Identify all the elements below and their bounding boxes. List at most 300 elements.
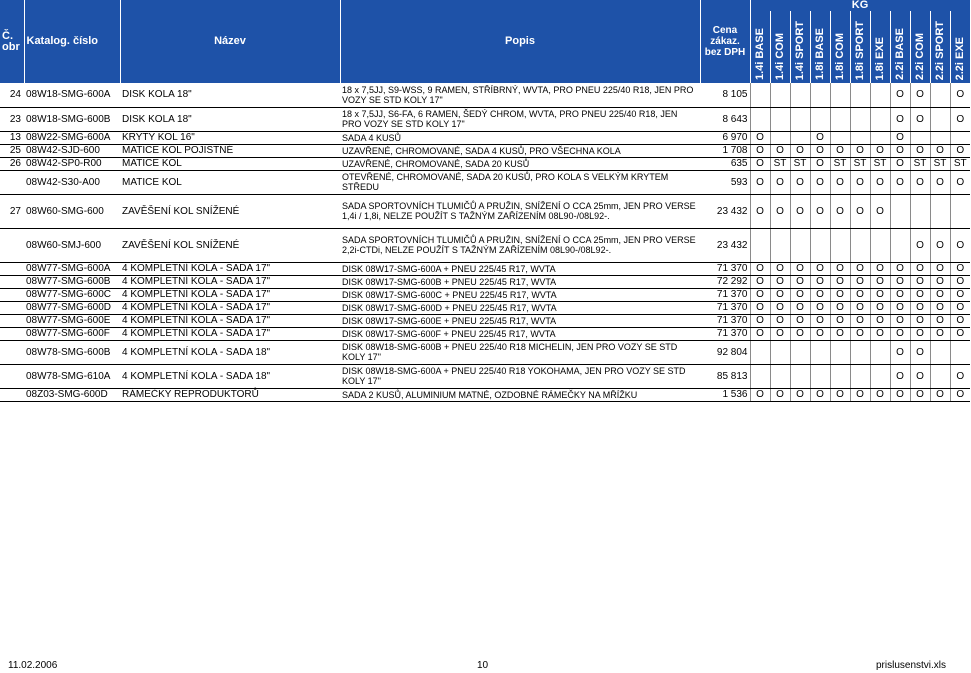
row-catalog-number: 08W42-S30-A00 — [24, 170, 120, 194]
row-availability-mark: O — [930, 301, 950, 314]
row-catalog-number: 08W77-SMG-600D — [24, 301, 120, 314]
row-availability-mark — [830, 228, 850, 262]
row-availability-mark: O — [770, 262, 790, 275]
table-row — [0, 388, 970, 401]
row-price: 23 432 — [700, 194, 750, 228]
row-availability-mark — [750, 228, 770, 262]
row-availability-mark — [750, 107, 770, 131]
row-catalog-number: 08W77-SMG-600F — [24, 327, 120, 340]
row-availability-mark: O — [750, 144, 770, 157]
row-availability-mark: O — [910, 340, 930, 364]
row-price: 8 643 — [700, 107, 750, 131]
table-row — [0, 157, 970, 170]
row-catalog-number: 08W77-SMG-600C — [24, 288, 120, 301]
row-availability-mark — [850, 131, 870, 144]
header-variant-label: 1.8i BASE — [813, 28, 826, 80]
row-availability-mark: O — [890, 327, 910, 340]
row-availability-mark: O — [870, 314, 890, 327]
row-availability-mark — [830, 340, 850, 364]
row-availability-mark — [890, 194, 910, 228]
row-availability-mark: O — [810, 388, 830, 401]
row-availability-mark — [750, 340, 770, 364]
row-availability-mark: O — [930, 327, 950, 340]
row-availability-mark — [790, 340, 810, 364]
row-availability-mark: ST — [850, 157, 870, 170]
row-availability-mark — [870, 131, 890, 144]
row-availability-mark: O — [790, 388, 810, 401]
header-variant-label: 2.2i SPORT — [933, 20, 946, 80]
row-availability-mark — [830, 107, 850, 131]
row-availability-mark — [850, 364, 870, 388]
row-description: DISK 08W17-SMG-600F + PNEU 225/45 R17, WVTA — [340, 327, 700, 340]
row-availability-mark: O — [910, 144, 930, 157]
row-name: 4 KOMPLETNÍ KOLA - SADA 17" — [120, 262, 340, 275]
row-availability-mark — [790, 228, 810, 262]
row-availability-mark — [870, 107, 890, 131]
row-availability-mark: O — [850, 288, 870, 301]
header-variant — [790, 11, 810, 83]
row-price: 71 370 — [700, 301, 750, 314]
header-kg: KG — [750, 0, 970, 11]
row-description: DISK 08W17-SMG-600E + PNEU 225/45 R17, WVTA — [340, 314, 700, 327]
row-availability-mark: O — [850, 388, 870, 401]
header-variant-label: 1.8i EXE — [873, 36, 886, 80]
row-availability-mark: O — [930, 288, 950, 301]
row-name: DISK KOLA 18" — [120, 83, 340, 107]
header-variant-label: 1.4i SPORT — [793, 20, 806, 80]
row-availability-mark: O — [830, 262, 850, 275]
row-availability-mark: O — [810, 262, 830, 275]
row-description: DISK 08W18-SMG-600A + PNEU 225/40 R18 YOKOHAMA, JEN PRO VOZY SE STD KOLY 17" — [340, 364, 700, 388]
row-availability-mark — [850, 228, 870, 262]
row-availability-mark: O — [750, 314, 770, 327]
row-availability-mark — [750, 364, 770, 388]
row-name: MATICE KOL — [120, 170, 340, 194]
header-variant — [850, 11, 870, 83]
row-availability-mark: O — [830, 144, 850, 157]
row-availability-mark: O — [750, 388, 770, 401]
row-availability-mark: O — [930, 262, 950, 275]
row-availability-mark: O — [790, 327, 810, 340]
header-variant — [770, 11, 790, 83]
row-availability-mark: O — [770, 301, 790, 314]
row-availability-mark: O — [890, 83, 910, 107]
header-variant-label: 1.8i COM — [833, 32, 846, 80]
row-obr — [0, 327, 24, 340]
row-name: DISK KOLA 18" — [120, 107, 340, 131]
row-catalog-number: 08W18-SMG-600A — [24, 83, 120, 107]
row-availability-mark — [790, 131, 810, 144]
row-availability-mark: O — [770, 288, 790, 301]
row-availability-mark: O — [870, 262, 890, 275]
row-obr: 13 — [0, 131, 24, 144]
row-availability-mark: O — [930, 388, 950, 401]
row-price: 71 370 — [700, 288, 750, 301]
row-availability-mark: O — [810, 327, 830, 340]
row-availability-mark: O — [790, 194, 810, 228]
row-availability-mark: O — [890, 170, 910, 194]
row-description: UZAVŘENÉ, CHROMOVANÉ, SADA 20 KUSŮ — [340, 157, 700, 170]
row-price: 1 708 — [700, 144, 750, 157]
row-description: UZAVŘENÉ, CHROMOVANÉ, SADA 4 KUSŮ, PRO VŠECHNA KOLA — [340, 144, 700, 157]
row-price: 6 970 — [700, 131, 750, 144]
row-availability-mark — [810, 364, 830, 388]
row-availability-mark: O — [890, 388, 910, 401]
row-availability-mark: O — [750, 301, 770, 314]
row-availability-mark — [950, 340, 970, 364]
row-availability-mark: O — [890, 364, 910, 388]
row-availability-mark: O — [910, 314, 930, 327]
row-price: 71 370 — [700, 262, 750, 275]
row-price: 71 370 — [700, 327, 750, 340]
row-availability-mark — [810, 228, 830, 262]
row-obr: 26 — [0, 157, 24, 170]
table-row — [0, 262, 970, 275]
row-catalog-number: 08W78-SMG-610A — [24, 364, 120, 388]
row-availability-mark — [810, 107, 830, 131]
row-availability-mark: O — [850, 262, 870, 275]
row-availability-mark: O — [870, 144, 890, 157]
row-catalog-number: 08W18-SMG-600B — [24, 107, 120, 131]
header-katalog: Katalog. číslo — [24, 0, 120, 83]
header-variant — [870, 11, 890, 83]
row-name: ZAVĚŠENÍ KOL SNÍŽENÉ — [120, 194, 340, 228]
table-row — [0, 314, 970, 327]
header-nazev: Název — [120, 0, 340, 83]
footer-date: 11.02.2006 — [8, 660, 58, 671]
table-row — [0, 327, 970, 340]
table-row — [0, 228, 970, 262]
row-availability-mark: O — [890, 144, 910, 157]
row-catalog-number: 08W60-SMJ-600 — [24, 228, 120, 262]
row-availability-mark: O — [950, 301, 970, 314]
table-row — [0, 364, 970, 388]
row-availability-mark — [770, 340, 790, 364]
row-availability-mark: O — [950, 262, 970, 275]
row-catalog-number: 08W77-SMG-600E — [24, 314, 120, 327]
row-catalog-number: 08W22-SMG-600A — [24, 131, 120, 144]
table-row — [0, 170, 970, 194]
row-availability-mark — [810, 83, 830, 107]
row-description: DISK 08W17-SMG-600A + PNEU 225/45 R17, WVTA — [340, 262, 700, 275]
header-cena: Cena zákaz. bez DPH — [700, 0, 750, 83]
row-availability-mark — [850, 340, 870, 364]
row-availability-mark: O — [790, 144, 810, 157]
row-availability-mark: O — [950, 228, 970, 262]
header-popis: Popis — [340, 0, 700, 83]
row-availability-mark — [930, 194, 950, 228]
row-availability-mark — [830, 83, 850, 107]
row-description: SADA SPORTOVNÍCH TLUMIČŮ A PRUŽIN, SNÍŽENÍ O CCA 25mm, JEN PRO VERSE 1,4i / 1,8i, NELZE POUŽÍT S TAŽNÝM ZAŘÍZENÍM 08L90-/08L92-. — [340, 194, 700, 228]
row-availability-mark — [930, 83, 950, 107]
row-availability-mark — [930, 340, 950, 364]
row-price: 1 536 — [700, 388, 750, 401]
row-availability-mark — [810, 340, 830, 364]
row-availability-mark: O — [890, 131, 910, 144]
row-obr — [0, 364, 24, 388]
row-availability-mark: O — [870, 301, 890, 314]
row-availability-mark: O — [850, 170, 870, 194]
row-price: 72 292 — [700, 275, 750, 288]
header-variant — [910, 11, 930, 83]
row-availability-mark: O — [910, 107, 930, 131]
row-availability-mark: O — [830, 170, 850, 194]
row-availability-mark: ST — [950, 157, 970, 170]
row-availability-mark: O — [870, 194, 890, 228]
row-price: 92 804 — [700, 340, 750, 364]
row-description: SADA 2 KUSŮ, ALUMINIUM MATNÉ, OZDOBNÉ RÁMEČKY NA MŘÍŽKU — [340, 388, 700, 401]
row-availability-mark: O — [830, 314, 850, 327]
row-description: DISK 08W17-SMG-600C + PNEU 225/45 R17, WVTA — [340, 288, 700, 301]
row-availability-mark: O — [810, 144, 830, 157]
row-catalog-number: 08W60-SMG-600 — [24, 194, 120, 228]
row-availability-mark: ST — [870, 157, 890, 170]
row-availability-mark: O — [950, 288, 970, 301]
row-price: 71 370 — [700, 314, 750, 327]
row-price: 593 — [700, 170, 750, 194]
row-description: 18 x 7,5JJ, S9-WSS, 9 RAMEN, STŘÍBRNÝ, WVTA, PRO PNEU 225/40 R18, JEN PRO VOZY SE STD KOLY 17" — [340, 83, 700, 107]
row-availability-mark — [750, 83, 770, 107]
row-availability-mark — [830, 131, 850, 144]
row-availability-mark — [930, 364, 950, 388]
row-catalog-number: 08W77-SMG-600A — [24, 262, 120, 275]
row-catalog-number: 08W78-SMG-600B — [24, 340, 120, 364]
table-row — [0, 83, 970, 107]
header-variant-label: 1.4i COM — [773, 32, 786, 80]
row-availability-mark: O — [750, 262, 770, 275]
row-availability-mark: O — [910, 388, 930, 401]
row-availability-mark — [870, 340, 890, 364]
row-availability-mark: O — [830, 275, 850, 288]
row-description: DISK 08W17-SMG-600D + PNEU 225/45 R17, WVTA — [340, 301, 700, 314]
row-price: 8 105 — [700, 83, 750, 107]
row-availability-mark: O — [870, 170, 890, 194]
header-variant-label: 2.2i BASE — [893, 28, 906, 80]
row-catalog-number: 08W42-SJD-600 — [24, 144, 120, 157]
row-availability-mark: O — [810, 131, 830, 144]
row-availability-mark — [790, 83, 810, 107]
row-availability-mark: O — [750, 157, 770, 170]
row-availability-mark: O — [870, 275, 890, 288]
table-row — [0, 194, 970, 228]
row-availability-mark — [850, 107, 870, 131]
row-availability-mark — [770, 83, 790, 107]
row-description: DISK 08W18-SMG-600B + PNEU 225/40 R18 MICHELIN, JEN PRO VOZY SE STD KOLY 17" — [340, 340, 700, 364]
row-availability-mark — [870, 83, 890, 107]
row-description: OTEVŘENÉ, CHROMOVANÉ, SADA 20 KUSŮ, PRO KOLA S VELKÝM KRYTEM STŘEDU — [340, 170, 700, 194]
header-variant-label: 2.2i EXE — [953, 36, 966, 80]
row-availability-mark — [850, 83, 870, 107]
header-variant-label: 1.8i SPORT — [853, 20, 866, 80]
row-availability-mark: O — [950, 170, 970, 194]
row-availability-mark: O — [830, 301, 850, 314]
row-availability-mark: O — [890, 301, 910, 314]
row-availability-mark: O — [930, 228, 950, 262]
row-availability-mark: O — [770, 170, 790, 194]
row-name: MATICE KOL — [120, 157, 340, 170]
table-row — [0, 144, 970, 157]
row-availability-mark: O — [810, 314, 830, 327]
row-name: 4 KOMPLETNÍ KOLA - SADA 18" — [120, 364, 340, 388]
row-availability-mark — [790, 107, 810, 131]
row-availability-mark — [890, 228, 910, 262]
row-availability-mark: O — [770, 144, 790, 157]
row-availability-mark: O — [930, 170, 950, 194]
table-row — [0, 288, 970, 301]
row-obr: 23 — [0, 107, 24, 131]
table-row — [0, 301, 970, 314]
row-availability-mark: O — [950, 275, 970, 288]
row-name: 4 KOMPLETNÍ KOLA - SADA 18" — [120, 340, 340, 364]
row-availability-mark: O — [850, 144, 870, 157]
row-availability-mark: O — [810, 194, 830, 228]
row-availability-mark — [870, 364, 890, 388]
row-availability-mark: O — [910, 364, 930, 388]
row-availability-mark: O — [910, 301, 930, 314]
row-availability-mark — [870, 228, 890, 262]
row-availability-mark: O — [950, 364, 970, 388]
row-obr — [0, 288, 24, 301]
row-name: 4 KOMPLETNÍ KOLA - SADA 17" — [120, 301, 340, 314]
row-availability-mark: O — [910, 327, 930, 340]
row-price: 635 — [700, 157, 750, 170]
header-variant — [830, 11, 850, 83]
row-availability-mark: O — [910, 288, 930, 301]
row-availability-mark — [910, 131, 930, 144]
table-row — [0, 340, 970, 364]
row-availability-mark: O — [930, 144, 950, 157]
row-obr — [0, 262, 24, 275]
row-obr: 25 — [0, 144, 24, 157]
row-availability-mark: O — [830, 194, 850, 228]
row-obr — [0, 340, 24, 364]
row-availability-mark: O — [750, 131, 770, 144]
header-variant-label: 1.4i BASE — [753, 28, 766, 80]
row-description: SADA 4 KUSŮ — [340, 131, 700, 144]
row-obr — [0, 170, 24, 194]
row-availability-mark: O — [850, 301, 870, 314]
row-availability-mark: ST — [790, 157, 810, 170]
row-availability-mark: O — [790, 275, 810, 288]
row-obr — [0, 301, 24, 314]
row-obr — [0, 275, 24, 288]
row-name: 4 KOMPLETNÍ KOLA - SADA 17" — [120, 314, 340, 327]
row-availability-mark: O — [770, 194, 790, 228]
row-availability-mark: O — [910, 262, 930, 275]
row-obr: 27 — [0, 194, 24, 228]
row-availability-mark: O — [890, 157, 910, 170]
footer-page: 10 — [477, 660, 489, 671]
row-availability-mark: O — [950, 388, 970, 401]
row-availability-mark: O — [790, 314, 810, 327]
table-body — [0, 83, 970, 401]
row-availability-mark: O — [750, 194, 770, 228]
table-row — [0, 131, 970, 144]
row-availability-mark — [830, 364, 850, 388]
row-name: KRYTY KOL 16" — [120, 131, 340, 144]
row-availability-mark: O — [950, 144, 970, 157]
header-obr: Č. obr — [0, 0, 24, 83]
row-availability-mark — [930, 107, 950, 131]
row-availability-mark — [770, 364, 790, 388]
row-availability-mark: O — [890, 275, 910, 288]
row-availability-mark: O — [770, 327, 790, 340]
row-availability-mark: O — [830, 388, 850, 401]
row-availability-mark: O — [910, 170, 930, 194]
row-availability-mark: O — [750, 288, 770, 301]
row-availability-mark: O — [770, 275, 790, 288]
row-availability-mark — [790, 364, 810, 388]
row-availability-mark: O — [950, 83, 970, 107]
row-availability-mark: O — [810, 288, 830, 301]
row-price: 23 432 — [700, 228, 750, 262]
row-availability-mark: O — [910, 275, 930, 288]
row-obr — [0, 228, 24, 262]
row-name: MATICE KOL POJISTNÉ — [120, 144, 340, 157]
row-name: ZAVĚŠENÍ KOL SNÍŽENÉ — [120, 228, 340, 262]
row-availability-mark: O — [850, 194, 870, 228]
row-availability-mark: O — [890, 340, 910, 364]
row-availability-mark: O — [810, 170, 830, 194]
row-availability-mark: O — [870, 327, 890, 340]
row-availability-mark: O — [890, 288, 910, 301]
row-availability-mark — [910, 194, 930, 228]
row-availability-mark: O — [790, 288, 810, 301]
row-availability-mark: O — [850, 314, 870, 327]
row-name: 4 KOMPLETNÍ KOLA - SADA 17" — [120, 327, 340, 340]
row-availability-mark: O — [890, 314, 910, 327]
row-availability-mark: O — [870, 388, 890, 401]
table-row — [0, 275, 970, 288]
header-variant — [750, 11, 770, 83]
row-availability-mark: O — [790, 262, 810, 275]
row-availability-mark: ST — [910, 157, 930, 170]
footer-file: prislusenstvi.xls — [876, 660, 947, 671]
row-availability-mark: O — [930, 314, 950, 327]
row-availability-mark: O — [750, 170, 770, 194]
row-catalog-number: 08W42-SP0-R00 — [24, 157, 120, 170]
row-availability-mark: O — [950, 327, 970, 340]
row-availability-mark — [770, 107, 790, 131]
row-obr: 24 — [0, 83, 24, 107]
header-variant — [810, 11, 830, 83]
row-catalog-number: 08Z03-SMG-600D — [24, 388, 120, 401]
row-catalog-number: 08W77-SMG-600B — [24, 275, 120, 288]
row-availability-mark: O — [850, 275, 870, 288]
row-availability-mark: O — [830, 288, 850, 301]
row-availability-mark: O — [770, 314, 790, 327]
row-description: 18 x 7,5JJ, S6-FA, 6 RAMEN, ŠEDÝ CHROM, WVTA, PRO PNEU 225/40 R18, JEN PRO VOZY SE STD KOLY 17" — [340, 107, 700, 131]
row-availability-mark: O — [750, 275, 770, 288]
row-availability-mark: O — [950, 314, 970, 327]
row-availability-mark: O — [810, 301, 830, 314]
row-description: DISK 08W17-SMG-600B + PNEU 225/45 R17, WVTA — [340, 275, 700, 288]
row-description: SADA SPORTOVNÍCH TLUMIČŮ A PRUŽIN, SNÍŽENÍ O CCA 25mm, JEN PRO VERSE 2,2i-CTDi, NELZE POUŽÍT S TAŽNÝM ZAŘÍZENÍM 08L90-/08L92-. — [340, 228, 700, 262]
row-availability-mark: O — [810, 275, 830, 288]
header-variant — [890, 11, 910, 83]
row-availability-mark: O — [910, 228, 930, 262]
row-availability-mark: O — [790, 301, 810, 314]
row-availability-mark: O — [890, 262, 910, 275]
row-availability-mark — [950, 131, 970, 144]
row-availability-mark: O — [950, 107, 970, 131]
header-variant-label: 2.2i COM — [913, 32, 926, 80]
row-availability-mark: O — [790, 170, 810, 194]
row-name: RÁMEČKY REPRODUKTORŮ — [120, 388, 340, 401]
row-name: 4 KOMPLETNÍ KOLA - SADA 17" — [120, 288, 340, 301]
row-availability-mark — [770, 131, 790, 144]
row-availability-mark: ST — [830, 157, 850, 170]
